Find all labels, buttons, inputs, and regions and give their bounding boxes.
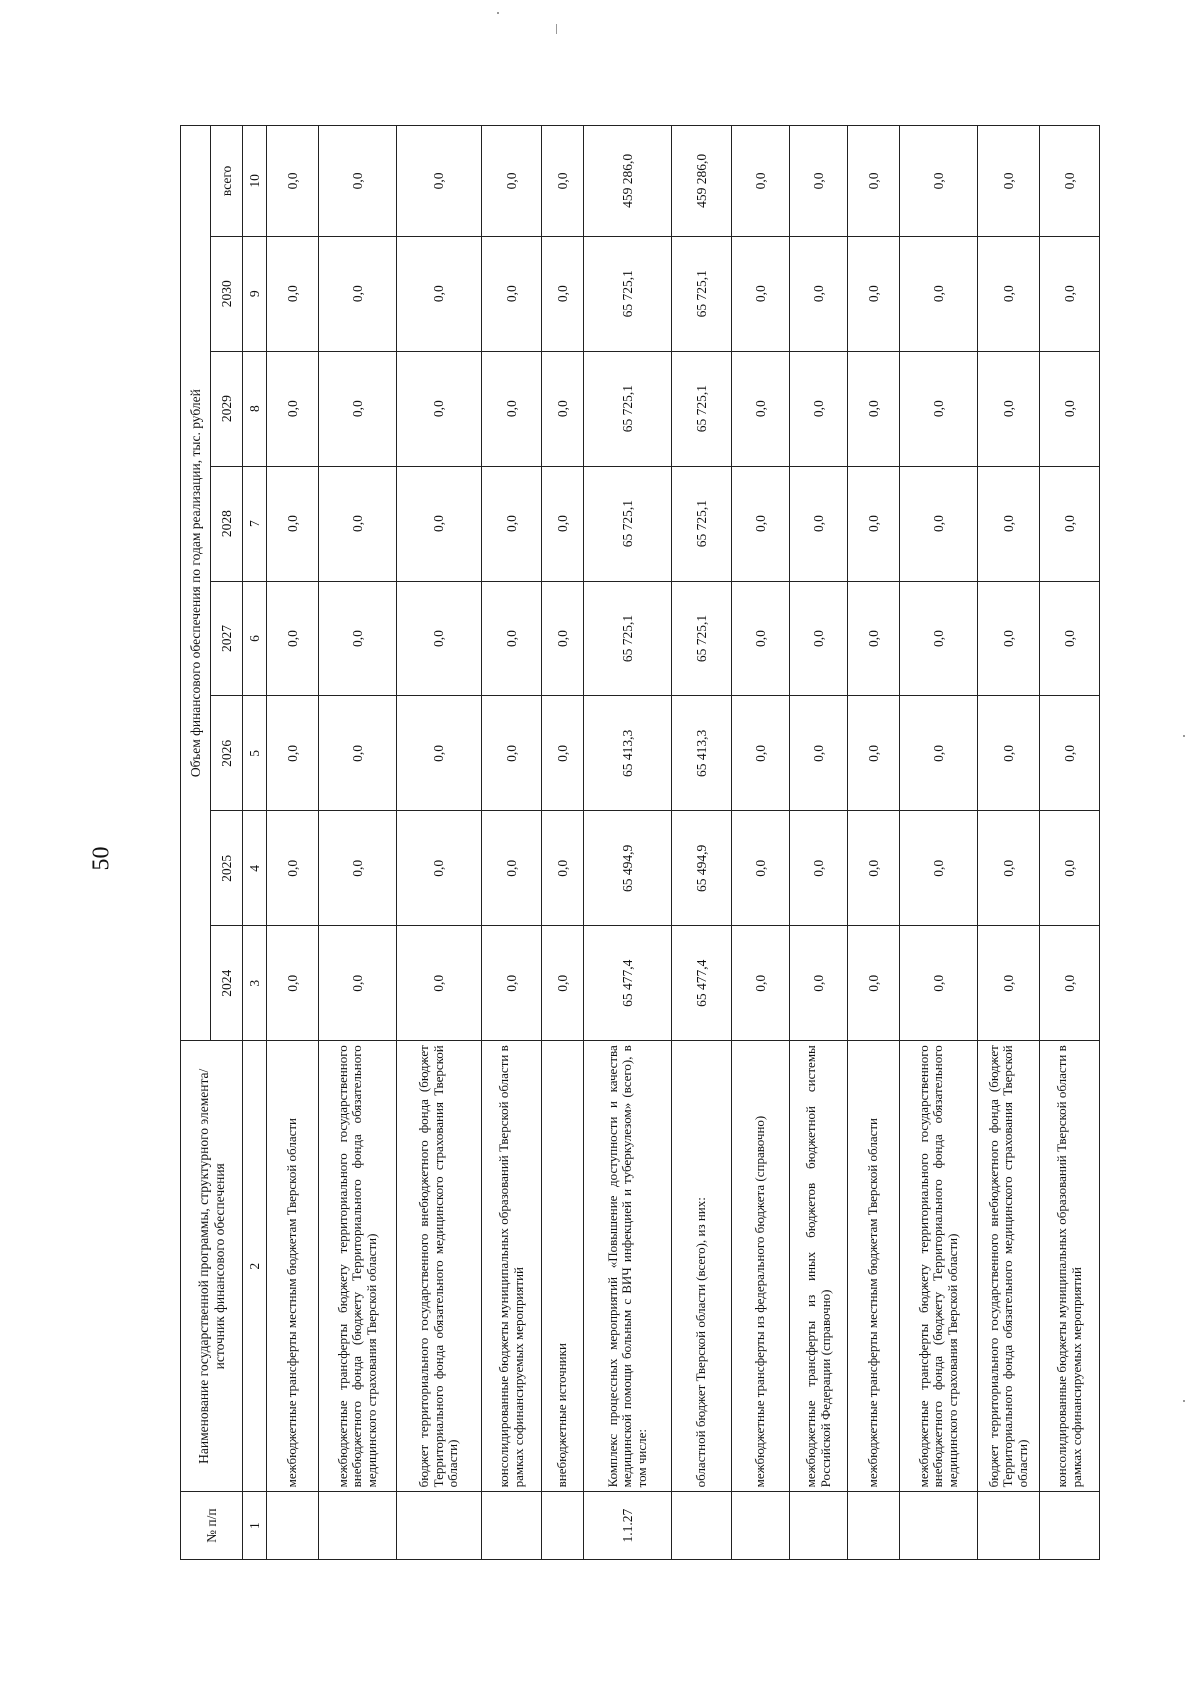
row-source-name: бюджет территориального государственного внебюджетного фонда (бюджет Территориального фонда обязательного медицинского страхования Тверской области) (978, 1041, 1040, 1492)
row-value: 0,0 (978, 126, 1040, 237)
row-value: 0,0 (482, 581, 542, 696)
row-value: 0,0 (267, 696, 319, 811)
row-value: 0,0 (790, 466, 848, 581)
row-value: 0,0 (978, 351, 1040, 466)
row-value: 0,0 (397, 926, 482, 1041)
scan-speck (1183, 735, 1185, 737)
row-value: 65 725,1 (672, 351, 732, 466)
row-value: 0,0 (397, 466, 482, 581)
column-index: 2 (243, 1041, 267, 1492)
row-value: 0,0 (790, 696, 848, 811)
row-value: 0,0 (267, 926, 319, 1041)
row-value: 0,0 (790, 926, 848, 1041)
row-value: 0,0 (848, 236, 900, 351)
row-value: 0,0 (848, 926, 900, 1041)
row-value: 65 494,9 (584, 811, 672, 926)
row-value: 0,0 (319, 466, 397, 581)
row-value: 0,0 (482, 351, 542, 466)
row-value: 0,0 (978, 236, 1040, 351)
table-row (732, 126, 790, 1560)
row-value: 0,0 (482, 236, 542, 351)
row-value: 0,0 (900, 696, 978, 811)
header-year: 2029 (211, 351, 243, 466)
row-value: 0,0 (542, 236, 584, 351)
column-index: 1 (243, 1492, 267, 1560)
row-value: 0,0 (1040, 126, 1100, 237)
header-year: 2026 (211, 696, 243, 811)
row-source-name: внебюджетные источники (542, 1041, 584, 1492)
row-value: 65 494,9 (672, 811, 732, 926)
row-value: 0,0 (542, 581, 584, 696)
row-value: 65 413,3 (584, 696, 672, 811)
row-value: 65 725,1 (672, 466, 732, 581)
row-value: 0,0 (732, 811, 790, 926)
row-source-name: Комплекс процессных мероприятий «Повышение доступности и качества медицинской помощи больным с ВИЧ инфекцией и туберкулезом» (всего), в том числе: (584, 1041, 672, 1492)
financing-table (180, 125, 1100, 1560)
column-index: 10 (243, 126, 267, 237)
row-value: 0,0 (542, 466, 584, 581)
row-number (790, 1492, 848, 1560)
row-value: 0,0 (319, 696, 397, 811)
row-value: 65 413,3 (672, 696, 732, 811)
scan-speck (1183, 1400, 1185, 1402)
row-number: 1.1.27 (584, 1492, 672, 1560)
row-source-name: межбюджетные трансферты из федерального бюджета (справочно) (732, 1041, 790, 1492)
row-value: 0,0 (978, 466, 1040, 581)
row-value: 0,0 (397, 696, 482, 811)
row-value: 0,0 (319, 581, 397, 696)
row-number (978, 1492, 1040, 1560)
table-row (848, 126, 900, 1560)
table-row (1040, 126, 1100, 1560)
header-year: 2028 (211, 466, 243, 581)
row-number (397, 1492, 482, 1560)
row-value: 0,0 (542, 811, 584, 926)
row-number (1040, 1492, 1100, 1560)
row-value: 459 286,0 (672, 126, 732, 237)
row-value: 0,0 (978, 581, 1040, 696)
row-value: 0,0 (267, 236, 319, 351)
row-number (672, 1492, 732, 1560)
row-value: 0,0 (790, 126, 848, 237)
row-value: 0,0 (397, 581, 482, 696)
row-value: 0,0 (848, 126, 900, 237)
row-value: 0,0 (848, 581, 900, 696)
row-number (542, 1492, 584, 1560)
row-value: 0,0 (978, 696, 1040, 811)
row-value: 65 725,1 (584, 581, 672, 696)
row-value: 0,0 (267, 811, 319, 926)
row-value: 0,0 (267, 466, 319, 581)
row-value: 0,0 (397, 236, 482, 351)
row-value: 0,0 (732, 696, 790, 811)
row-value: 0,0 (732, 926, 790, 1041)
row-source-name: межбюджетные трансферты из иных бюджетов бюджетной системы Российской Федерации (справочно) (790, 1041, 848, 1492)
row-value: 0,0 (267, 351, 319, 466)
row-value: 65 477,4 (584, 926, 672, 1041)
row-value: 0,0 (978, 811, 1040, 926)
row-value: 0,0 (1040, 236, 1100, 351)
row-number (848, 1492, 900, 1560)
row-value: 0,0 (1040, 351, 1100, 466)
row-value: 0,0 (900, 126, 978, 237)
row-value: 0,0 (397, 811, 482, 926)
row-value: 0,0 (848, 811, 900, 926)
row-value: 0,0 (319, 126, 397, 237)
column-index: 8 (243, 351, 267, 466)
row-value: 0,0 (732, 581, 790, 696)
header-year: 2025 (211, 811, 243, 926)
column-index: 9 (243, 236, 267, 351)
row-value: 0,0 (790, 581, 848, 696)
row-value: 65 725,1 (672, 236, 732, 351)
row-value: 0,0 (978, 926, 1040, 1041)
row-value: 0,0 (482, 126, 542, 237)
header-volume: Объем финансового обеспечения по годам реализации, тыс. рублей (181, 126, 211, 1041)
scan-speck (497, 12, 499, 14)
table-row (397, 126, 482, 1560)
row-number (900, 1492, 978, 1560)
row-value: 0,0 (732, 236, 790, 351)
row-source-name: межбюджетные трансферты бюджету территориального государственного внебюджетного фонда (бюджету Территориального фонда обязательного медицинского страхования Тверской области) (319, 1041, 397, 1492)
row-source-name: межбюджетные трансферты местным бюджетам Тверской области (848, 1041, 900, 1492)
row-source-name: межбюджетные трансферты местным бюджетам Тверской области (267, 1041, 319, 1492)
table-row (542, 126, 584, 1560)
table-row (267, 126, 319, 1560)
table-row (482, 126, 542, 1560)
row-value: 0,0 (482, 926, 542, 1041)
row-value: 0,0 (1040, 926, 1100, 1041)
table-row (584, 126, 672, 1560)
column-index: 5 (243, 696, 267, 811)
row-value: 0,0 (397, 126, 482, 237)
row-value: 0,0 (848, 351, 900, 466)
row-source-name: консолидированные бюджеты муниципальных образований Тверской области в рамках софинансируемых мероприятий (482, 1041, 542, 1492)
row-source-name: консолидированные бюджеты муниципальных образований Тверской области в рамках софинансируемых мероприятий (1040, 1041, 1100, 1492)
row-value: 65 725,1 (584, 351, 672, 466)
header-name: Наименование государственной программы, структурного элемента/источник финансового обеспечения (181, 1041, 243, 1492)
row-value: 0,0 (319, 351, 397, 466)
row-number (267, 1492, 319, 1560)
column-index: 7 (243, 466, 267, 581)
row-value: 0,0 (900, 351, 978, 466)
header-number: № п/п (181, 1492, 243, 1560)
row-value: 0,0 (790, 811, 848, 926)
scan-speck (556, 24, 557, 34)
row-value: 0,0 (1040, 581, 1100, 696)
row-source-name: областной бюджет Тверской области (всего), из них: (672, 1041, 732, 1492)
row-value: 0,0 (267, 126, 319, 237)
header-year: 2030 (211, 236, 243, 351)
header-year: 2024 (211, 926, 243, 1041)
table-row (319, 126, 397, 1560)
row-source-name: межбюджетные трансферты бюджету территориального государственного внебюджетного фонда (бюджету Территориального фонда обязательного медицинского страхования Тверской области) (900, 1041, 978, 1492)
row-value: 0,0 (900, 581, 978, 696)
row-number (482, 1492, 542, 1560)
row-value: 0,0 (900, 811, 978, 926)
row-value: 0,0 (848, 466, 900, 581)
row-value: 0,0 (790, 236, 848, 351)
row-value: 0,0 (900, 236, 978, 351)
table-row (790, 126, 848, 1560)
row-value: 65 725,1 (672, 581, 732, 696)
row-value: 0,0 (900, 926, 978, 1041)
row-value: 65 477,4 (672, 926, 732, 1041)
header-year: всего (211, 126, 243, 237)
row-number (732, 1492, 790, 1560)
header-year: 2027 (211, 581, 243, 696)
row-value: 0,0 (1040, 811, 1100, 926)
column-index: 4 (243, 811, 267, 926)
row-number (319, 1492, 397, 1560)
row-value: 0,0 (542, 926, 584, 1041)
row-value: 0,0 (848, 696, 900, 811)
row-value: 0,0 (542, 351, 584, 466)
row-value: 0,0 (542, 696, 584, 811)
row-value: 0,0 (267, 581, 319, 696)
row-value: 0,0 (1040, 696, 1100, 811)
row-value: 0,0 (732, 126, 790, 237)
row-value: 0,0 (1040, 466, 1100, 581)
row-value: 0,0 (482, 811, 542, 926)
column-index: 3 (243, 926, 267, 1041)
row-value: 0,0 (732, 466, 790, 581)
row-value: 65 725,1 (584, 236, 672, 351)
row-value: 65 725,1 (584, 466, 672, 581)
row-value: 0,0 (542, 126, 584, 237)
page-number: 50 (88, 846, 115, 871)
row-value: 0,0 (319, 236, 397, 351)
column-index: 6 (243, 581, 267, 696)
row-value: 0,0 (482, 696, 542, 811)
row-value: 459 286,0 (584, 126, 672, 237)
row-value: 0,0 (397, 351, 482, 466)
row-value: 0,0 (732, 351, 790, 466)
row-value: 0,0 (790, 351, 848, 466)
table-row (672, 126, 732, 1560)
row-value: 0,0 (482, 466, 542, 581)
row-value: 0,0 (319, 926, 397, 1041)
table-row (978, 126, 1040, 1560)
table-row (900, 126, 978, 1560)
row-value: 0,0 (900, 466, 978, 581)
financing-table-container (180, 125, 1084, 1560)
row-value: 0,0 (319, 811, 397, 926)
row-source-name: бюджет территориального государственного внебюджетного фонда (бюджет Территориального фонда обязательного медицинского страхования Тверской области) (397, 1041, 482, 1492)
